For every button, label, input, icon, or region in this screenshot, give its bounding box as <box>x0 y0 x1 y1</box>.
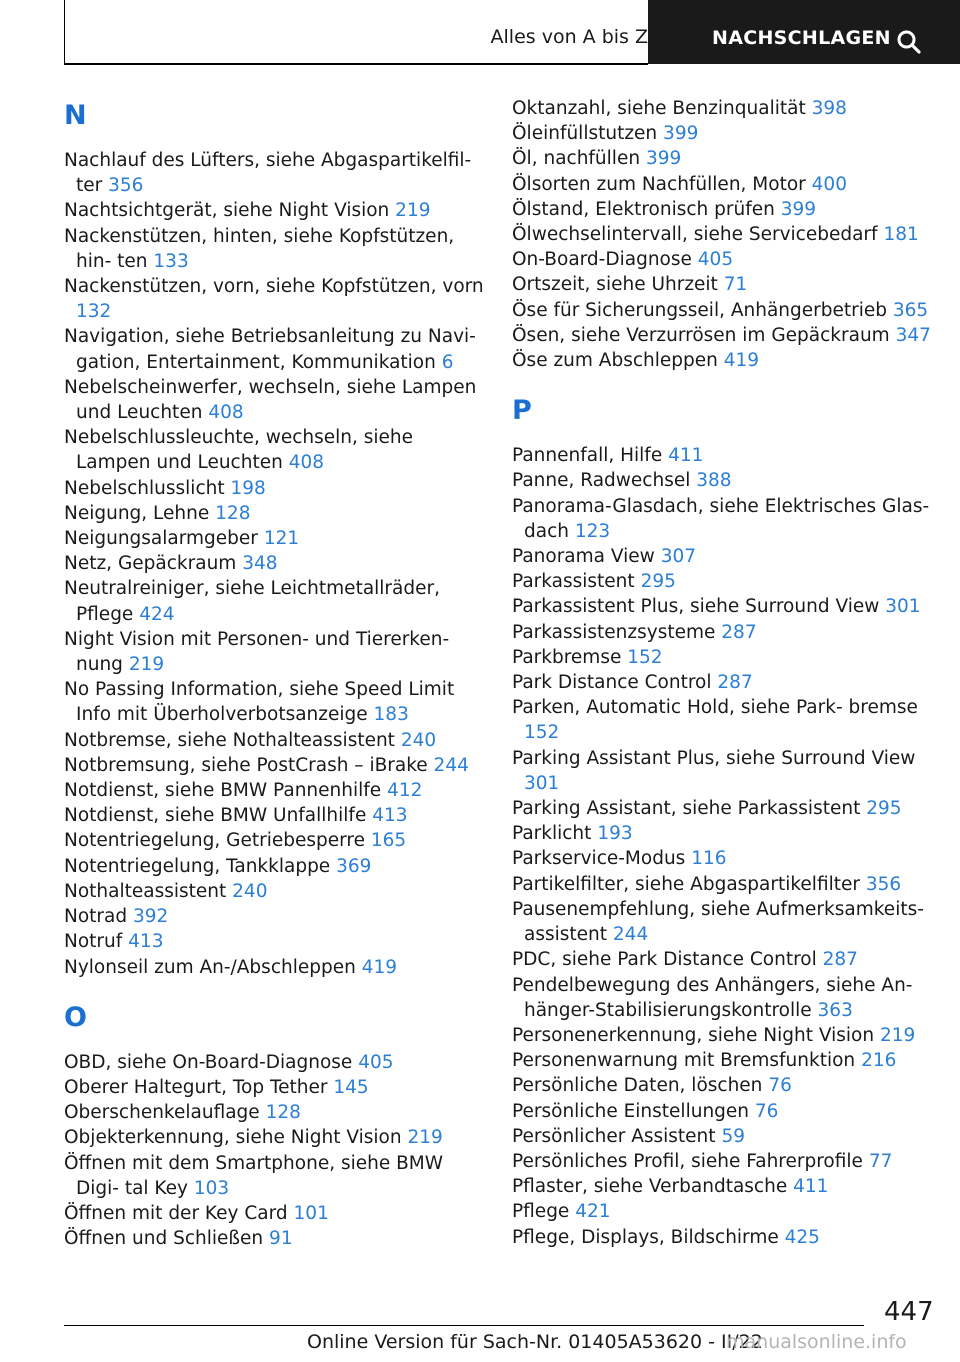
page-reference-link[interactable]: 216 <box>861 1050 897 1072</box>
index-entry <box>512 1225 932 1250</box>
index-entry <box>64 324 484 374</box>
page-reference-link[interactable]: 421 <box>575 1201 611 1223</box>
page-reference-link[interactable]: 347 <box>895 324 931 346</box>
index-entry-text: Nylonseil zum An-/Abschleppen <box>64 956 356 978</box>
index-entry <box>512 947 932 972</box>
index-entry <box>512 323 932 348</box>
page-number: 447 <box>884 1297 934 1327</box>
index-entry <box>64 224 484 274</box>
index-entry <box>512 746 932 796</box>
page-reference-link[interactable]: 219 <box>407 1127 443 1149</box>
index-entry-text: Persönliche Einstellungen <box>512 1100 750 1122</box>
index-entry <box>64 1050 484 1075</box>
page-reference-link[interactable]: 132 <box>76 301 112 323</box>
index-entry <box>512 594 932 619</box>
index-entry <box>512 494 932 544</box>
index-entry-text: Personenerkennung, siehe Night Vision <box>512 1024 875 1046</box>
page-reference-link[interactable]: 405 <box>697 249 734 271</box>
page-reference-link[interactable]: 244 <box>612 924 649 946</box>
index-entry-text: Personenwarnung mit Bremsfunktion <box>512 1050 856 1072</box>
index-entry-text: Parking Assistant, siehe Parkassistent <box>512 798 861 820</box>
page-reference-link[interactable]: 295 <box>640 571 676 593</box>
watermark: manualsonline.info <box>726 1331 907 1353</box>
index-entry-text: Oktanzahl, siehe Benzinqualität <box>512 98 806 119</box>
index-entry <box>64 1151 484 1201</box>
index-entry <box>512 670 932 695</box>
page-reference-link[interactable]: 405 <box>358 1051 394 1073</box>
index-entry-text: Öffnen und Schließen <box>64 1228 264 1250</box>
header-left-rule <box>64 0 65 64</box>
index-entry-text: Nebelschlusslicht <box>64 477 225 499</box>
page-reference-link[interactable]: 388 <box>696 470 732 492</box>
index-entry <box>64 1075 484 1100</box>
index-entry-text: Neigungsalarmgeber <box>64 528 258 550</box>
index-entry <box>64 955 484 980</box>
index-entry <box>512 1048 932 1073</box>
index-entry-text: Oberer Haltegurt, Top Tether <box>64 1076 328 1098</box>
index-entry-text: Neigung, Lehne <box>64 502 210 524</box>
index-entry-text: Öleinfüllstutzen <box>512 123 658 145</box>
index-entry-text: Notdienst, siehe BMW Pannenhilfe <box>64 780 382 802</box>
index-entry <box>512 1124 932 1149</box>
page-reference-link[interactable]: 425 <box>784 1226 820 1248</box>
index-entry-text: Nachlauf des Lüfters, siehe Abgaspartikelfil‐ ter <box>64 150 472 197</box>
index-entry <box>512 121 932 146</box>
index-entry-text: Oberschenkelauflage <box>64 1102 260 1124</box>
index-entry-text: Öffnen mit der Key Card <box>64 1202 288 1224</box>
page-reference-link[interactable]: 301 <box>885 596 921 618</box>
page-reference-link[interactable]: 219 <box>395 200 431 222</box>
index-entry <box>512 222 932 247</box>
section-title: Alles von A bis Z <box>490 26 648 48</box>
index-entry <box>512 569 932 594</box>
index-entry-text: Panorama View <box>512 546 655 568</box>
page-reference-link[interactable]: 363 <box>817 999 853 1021</box>
index-entry <box>64 879 484 904</box>
index-entry <box>64 198 484 223</box>
index-entry-text: Pflege, Displays, Bildschirme <box>512 1226 779 1248</box>
index-entry <box>512 197 932 222</box>
page-reference-link[interactable]: 411 <box>793 1176 829 1198</box>
page-reference-link[interactable]: 101 <box>293 1202 329 1224</box>
index-entry <box>512 172 932 197</box>
index-entry <box>512 544 932 569</box>
index-entry-text: Notentriegelung, Tankklappe <box>64 855 331 877</box>
page-reference-link[interactable]: 301 <box>524 772 560 794</box>
page-reference-link[interactable]: 116 <box>691 848 727 870</box>
index-entry <box>64 753 484 778</box>
page-reference-link[interactable]: 219 <box>879 1024 916 1046</box>
page-reference-link[interactable]: 413 <box>372 805 408 827</box>
index-entry <box>64 274 484 324</box>
page-reference-link[interactable]: 419 <box>723 350 760 372</box>
index-entry <box>512 846 932 871</box>
page-reference-link[interactable]: 399 <box>780 198 817 220</box>
index-entry <box>64 1100 484 1125</box>
index-entry-text: Nackenstützen, vorn, siehe Kopfstützen, vorn <box>64 276 484 298</box>
index-entry <box>512 897 932 947</box>
index-entry-text: Notbremsung, siehe PostCrash – iBrake <box>64 754 428 776</box>
page-reference-link[interactable]: 128 <box>265 1102 301 1124</box>
index-entry <box>64 1201 484 1226</box>
page-reference-link[interactable]: 356 <box>108 175 144 197</box>
index-entry <box>512 695 932 745</box>
index-entry-text: Öffnen mit dem Smartphone, siehe BMW Digi‐ tal Key <box>64 1152 444 1199</box>
page-reference-link[interactable]: 399 <box>645 148 682 170</box>
index-entry-text: Persönlicher Assistent <box>512 1125 716 1147</box>
index-entry-text: On-Board-Diagnose <box>512 249 692 271</box>
index-entry <box>64 828 484 853</box>
index-entry-text: Pflaster, siehe Verbandtasche <box>512 1176 788 1198</box>
search-icon[interactable] <box>896 29 922 55</box>
index-entry-text: Neutralreiniger, siehe Leichtmetallräder, Pflege <box>64 578 440 625</box>
page-reference-link[interactable]: 183 <box>373 704 409 726</box>
index-entry-text: Parken, Automatic Hold, siehe Park‐ bremse <box>512 697 918 719</box>
index-entry <box>512 272 932 297</box>
page-reference-link[interactable]: 287 <box>822 949 858 971</box>
page-reference-link[interactable]: 152 <box>627 646 663 668</box>
index-entry <box>512 247 932 272</box>
index-letter-heading: P <box>512 395 532 427</box>
page-reference-link[interactable]: 103 <box>193 1177 230 1199</box>
index-entry <box>64 904 484 929</box>
index-column-right <box>512 96 932 1250</box>
index-entry-text: Park Distance Control <box>512 672 712 694</box>
index-entry <box>512 1199 932 1224</box>
index-entry-text: Panne, Radwechsel <box>512 470 691 492</box>
index-entry <box>64 425 484 475</box>
index-entry <box>512 1099 932 1124</box>
index-entry <box>64 778 484 803</box>
page-reference-link[interactable]: 412 <box>387 780 423 802</box>
index-entry-text: Parkservice-Modus <box>512 848 686 870</box>
page-reference-link[interactable]: 287 <box>721 621 757 643</box>
index-entry-text: Ölsorten zum Nachfüllen, Motor <box>512 173 806 195</box>
index-entry <box>512 872 932 897</box>
chapter-label: NACHSCHLAGEN <box>712 27 891 49</box>
index-letter-heading: N <box>64 100 87 131</box>
page-reference-link[interactable]: 392 <box>133 906 169 928</box>
page-reference-link[interactable]: 76 <box>768 1075 792 1097</box>
index-entry-text: Ösen, siehe Verzurrösen im Gepäckraum <box>512 324 890 346</box>
index-entry <box>64 677 484 727</box>
page-reference-link[interactable]: 152 <box>524 722 560 744</box>
page-reference-link[interactable]: 128 <box>215 502 251 524</box>
index-entry-text: Nackenstützen, hinten, siehe Kopfstützen, hin‐ ten <box>64 225 455 272</box>
page-reference-link[interactable]: 413 <box>128 931 164 953</box>
index-entry <box>512 146 932 171</box>
index-entry <box>512 821 932 846</box>
page-reference-link[interactable]: 348 <box>242 553 278 575</box>
index-entry-text: No Passing Information, siehe Speed Limit Info mit Überholverbotsanzeige <box>64 679 455 726</box>
index-entry <box>64 854 484 879</box>
index-entry-text: Notruf <box>64 931 123 953</box>
index-entry-text: PDC, siehe Park Distance Control <box>512 949 817 971</box>
index-entry <box>512 298 932 323</box>
page-reference-link[interactable]: 133 <box>153 250 189 272</box>
index-entry-text: Panorama-Glasdach, siehe Elektrisches Glas‐ dach <box>512 495 930 542</box>
page-reference-link[interactable]: 411 <box>668 445 704 467</box>
index-entry <box>64 501 484 526</box>
online-version-note: Online Version für Sach-Nr. 01405A53620 - II/22 <box>307 1331 763 1353</box>
page-reference-link[interactable]: 121 <box>263 528 300 550</box>
index-entry-text: Parkassistenzsysteme <box>512 621 716 643</box>
page-reference-link[interactable]: 240 <box>232 880 268 902</box>
index-entry-text: Notentriegelung, Getriebesperre <box>64 830 365 852</box>
index-entry <box>64 576 484 626</box>
index-entry-text: Nebelschlussleuchte, wechseln, siehe Lampen und Leuchten <box>64 427 414 474</box>
index-entry-text: Parkbremse <box>512 646 622 668</box>
page-reference-link[interactable]: 145 <box>333 1076 369 1098</box>
index-entry <box>512 468 932 493</box>
page-reference-link[interactable]: 365 <box>892 299 929 321</box>
index-entry-text: Notbremse, siehe Nothalteassistent <box>64 729 395 751</box>
page-reference-link[interactable]: 91 <box>269 1228 293 1250</box>
page-reference-link[interactable]: 424 <box>139 603 175 625</box>
index-entry-text: Persönliche Daten, löschen <box>512 1075 763 1097</box>
index-entry-text: Parkassistent <box>512 571 635 593</box>
index-entry-text: Partikelfilter, siehe Abgaspartikelfilter <box>512 873 860 895</box>
index-entry-text: Öse zum Abschleppen <box>512 350 718 372</box>
page-reference-link[interactable]: 408 <box>208 402 244 424</box>
index-entry-text: Night Vision mit Personen- und Tiererken‐ nung <box>64 628 450 676</box>
index-entry <box>512 973 932 1023</box>
index-entry-text: Parkassistent Plus, siehe Surround View <box>512 596 880 618</box>
index-entry-text: Nachtsichtgerät, siehe Night Vision <box>64 200 390 222</box>
index-entry-text: Parking Assistant Plus, siehe Surround View <box>512 747 916 769</box>
index-entry <box>512 348 932 373</box>
page-reference-link[interactable]: 369 <box>336 855 372 877</box>
index-entry-text: Navigation, siehe Betriebsanleitung zu Navi‐ gation, Entertainment, Kommunikation <box>64 326 476 373</box>
index-entry-text: Pausenempfehlung, siehe Aufmerksamkeits‐ assistent <box>512 898 924 946</box>
index-entry <box>64 476 484 501</box>
page-reference-link[interactable]: 307 <box>660 546 696 568</box>
page-reference-link[interactable]: 219 <box>128 654 165 676</box>
index-entry-text: Pflege <box>512 1201 570 1223</box>
index-entry <box>512 96 932 121</box>
index-entry <box>64 1226 484 1251</box>
index-entry <box>512 796 932 821</box>
footer-rule <box>64 1325 864 1326</box>
page-reference-link[interactable]: 77 <box>868 1150 893 1172</box>
index-entry-text: Notrad <box>64 906 128 928</box>
index-column-left <box>64 96 484 1251</box>
page-reference-link[interactable]: 181 <box>883 224 919 246</box>
index-entry-text: Netz, Gepäckraum <box>64 553 237 575</box>
index-entry-text: Öse für Sicherungsseil, Anhängerbetrieb <box>512 299 887 321</box>
index-letter-heading: O <box>64 1001 87 1033</box>
index-entry <box>64 929 484 954</box>
page-reference-link[interactable]: 408 <box>288 452 325 474</box>
index-entry-text: Nebelscheinwerfer, wechseln, siehe Lampen und Leuchten <box>64 376 477 424</box>
index-entry <box>512 645 932 670</box>
index-entry-text: Objekterkennung, siehe Night Vision <box>64 1127 402 1149</box>
index-entry <box>64 148 484 198</box>
header-bottom-rule <box>64 63 648 65</box>
index-entry-text: Ölstand, Elektronisch prüfen <box>512 198 775 220</box>
index-entry <box>512 1149 932 1174</box>
index-entry-text: Pannenfall, Hilfe <box>512 445 663 467</box>
page-reference-link[interactable]: 165 <box>370 830 407 852</box>
page-reference-link[interactable]: 76 <box>754 1100 779 1122</box>
index-entry <box>512 1023 932 1048</box>
page-reference-link[interactable]: 6 <box>441 351 454 373</box>
index-entry-text: Ölwechselintervall, siehe Servicebedarf <box>512 224 878 246</box>
page-reference-link[interactable]: 59 <box>721 1125 745 1147</box>
index-entry-text: Notdienst, siehe BMW Unfallhilfe <box>64 805 367 827</box>
index-entry-text: OBD, siehe On-Board-Diagnose <box>64 1051 353 1073</box>
index-entry <box>512 1073 932 1098</box>
page-reference-link[interactable]: 295 <box>866 798 902 820</box>
index-entry-text: Öl, nachfüllen <box>512 148 641 170</box>
page-reference-link[interactable]: 398 <box>811 98 847 119</box>
index-entry <box>64 728 484 753</box>
index-entry <box>64 375 484 425</box>
index-entry <box>64 551 484 576</box>
page-reference-link[interactable]: 198 <box>230 477 266 499</box>
page-reference-link[interactable]: 419 <box>361 956 398 978</box>
index-entry-text: Nothalteassistent <box>64 880 227 902</box>
index-entry <box>512 1174 932 1199</box>
index-entry-text: Ortszeit, siehe Uhrzeit <box>512 274 718 296</box>
index-entry <box>64 526 484 551</box>
page-reference-link[interactable]: 356 <box>865 873 902 895</box>
index-entry <box>512 443 932 468</box>
index-entry-text: Persönliches Profil, siehe Fahrerprofile <box>512 1150 863 1172</box>
index-entry <box>64 1125 484 1150</box>
page-reference-link[interactable]: 400 <box>811 173 847 195</box>
page-reference-link[interactable]: 240 <box>400 729 437 751</box>
page-reference-link[interactable]: 287 <box>717 672 753 694</box>
page-reference-link[interactable]: 244 <box>433 754 469 776</box>
page-reference-link[interactable]: 123 <box>574 520 611 542</box>
index-entry <box>512 620 932 645</box>
index-entry <box>64 803 484 828</box>
index-entry <box>64 627 484 677</box>
page-reference-link[interactable]: 399 <box>663 123 699 145</box>
index-entry-text: Pendelbewegung des Anhängers, siehe An‐ hänger-Stabilisierungskontrolle <box>512 974 913 1021</box>
index-entry-text: Parklicht <box>512 823 592 845</box>
page-reference-link[interactable]: 71 <box>723 274 748 296</box>
page-reference-link[interactable]: 193 <box>597 823 633 845</box>
